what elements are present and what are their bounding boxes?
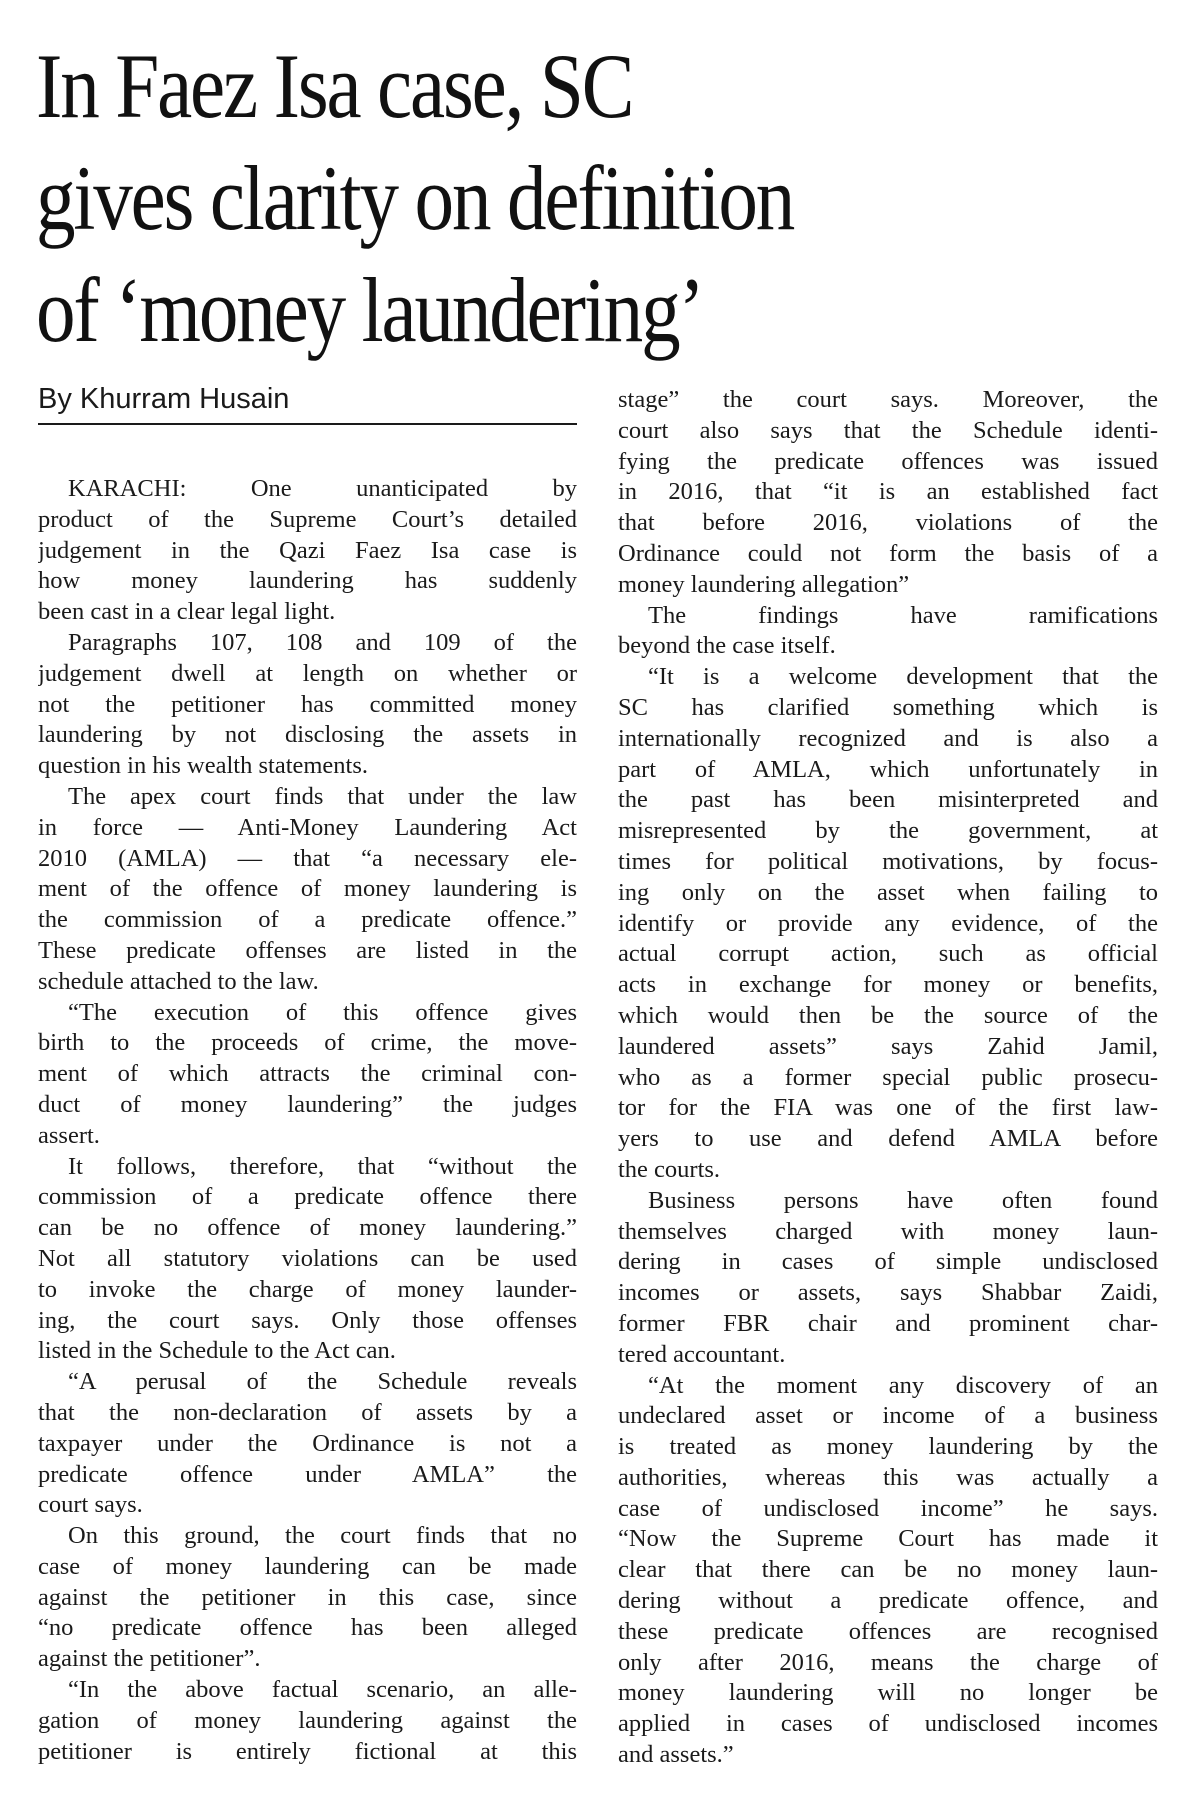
text-line: judgement dwell at length on whether or xyxy=(38,659,577,687)
text-line: applied in cases of undisclosed incomes xyxy=(618,1710,1158,1738)
text-line: duct of money laundering” the judges xyxy=(38,1090,577,1118)
text-line: yers to use and defend AMLA before xyxy=(618,1125,1158,1153)
article-paragraph xyxy=(38,1152,577,1368)
article-column-left xyxy=(38,474,577,1767)
text-line: “At the moment any discovery of an xyxy=(648,1371,1158,1399)
text-line: who as a former special public prosecu- xyxy=(618,1063,1158,1091)
text-line: Business persons have often found xyxy=(648,1186,1158,1214)
text-line: former FBR chair and prominent char- xyxy=(618,1309,1158,1337)
text-line: assert. xyxy=(38,1121,100,1149)
text-line: acts in exchange for money or benefits, xyxy=(618,971,1158,999)
text-line: taxpayer under the Ordinance is not a xyxy=(38,1429,577,1457)
article-paragraph xyxy=(38,1675,577,1767)
text-line: is treated as money laundering by the xyxy=(618,1433,1158,1461)
text-line: laundering by not disclosing the assets in xyxy=(38,721,577,749)
text-line: authorities, whereas this was actually a xyxy=(618,1463,1158,1491)
text-line: “no predicate offence has been alleged xyxy=(38,1614,577,1642)
text-line: judgement in the Qazi Faez Isa case is xyxy=(38,536,577,564)
text-line: It follows, therefore, that “without the xyxy=(68,1152,577,1180)
text-line: petitioner is entirely fictional at this xyxy=(38,1737,577,1765)
article-paragraph xyxy=(38,474,577,628)
text-line: beyond the case itself. xyxy=(618,632,836,660)
text-line: These predicate offenses are listed in the xyxy=(38,936,577,964)
text-line: to invoke the charge of money launder- xyxy=(38,1275,577,1303)
article-paragraph xyxy=(38,782,577,998)
text-line: dering without a predicate offence, and xyxy=(618,1587,1158,1615)
text-line: times for political motivations, by focus- xyxy=(618,847,1158,875)
text-line: “In the above factual scenario, an alle- xyxy=(68,1676,577,1704)
text-line: the commission of a predicate offence.” xyxy=(38,906,577,934)
text-line: court says. xyxy=(38,1491,143,1519)
text-line: “It is a welcome development that the xyxy=(648,663,1158,691)
text-line: against the petitioner in this case, since xyxy=(38,1583,577,1611)
text-line: laundered assets” says Zahid Jamil, xyxy=(618,1032,1158,1060)
text-line: the courts. xyxy=(618,1155,721,1183)
headline-line: In Faez Isa case, SC xyxy=(36,35,633,137)
article-paragraph xyxy=(38,998,577,1152)
text-line: SC has clarified something which is xyxy=(618,693,1158,721)
text-line: Not all statutory violations can be used xyxy=(38,1244,577,1272)
text-line: The findings have ramifications xyxy=(648,601,1158,629)
text-line: Ordinance could not form the basis of a xyxy=(618,539,1158,567)
text-line: incomes or assets, says Shabbar Zaidi, xyxy=(618,1279,1158,1307)
text-line: 2010 (AMLA) — that “a necessary ele- xyxy=(38,844,577,872)
text-line: listed in the Schedule to the Act can. xyxy=(38,1337,396,1365)
article-paragraph xyxy=(618,662,1158,1186)
text-line: themselves charged with money laun- xyxy=(618,1217,1158,1245)
text-line: question in his wealth statements. xyxy=(38,752,369,780)
text-line: Paragraphs 107, 108 and 109 of the xyxy=(68,628,577,656)
text-line: On this ground, the court finds that no xyxy=(68,1522,577,1550)
text-line: that the non-declaration of assets by a xyxy=(38,1398,577,1426)
text-line: and assets.” xyxy=(618,1741,734,1769)
text-line: fying the predicate offences was issued xyxy=(618,447,1158,475)
text-line: tor for the FIA was one of the first law- xyxy=(618,1094,1158,1122)
text-line: that before 2016, violations of the xyxy=(618,509,1158,537)
text-line: tered accountant. xyxy=(618,1340,786,1368)
text-line: in force — Anti-Money Laundering Act xyxy=(38,813,577,841)
text-line: schedule attached to the law. xyxy=(38,967,319,995)
text-line: against the petitioner”. xyxy=(38,1645,261,1673)
article-paragraph xyxy=(38,1521,577,1675)
text-line: how money laundering has suddenly xyxy=(38,567,577,595)
text-line: The apex court finds that under the law xyxy=(68,782,577,810)
text-line: actual corrupt action, such as official xyxy=(618,940,1158,968)
text-line: ing, the court says. Only those offenses xyxy=(38,1306,577,1334)
text-line: gation of money laundering against the xyxy=(38,1706,577,1734)
text-line: clear that there can be no money laun- xyxy=(618,1556,1158,1584)
article-paragraph xyxy=(618,1371,1158,1771)
text-line: commission of a predicate offence there xyxy=(38,1183,577,1211)
text-line: part of AMLA, which unfortunately in xyxy=(618,755,1158,783)
text-line: in 2016, that “it is an established fact xyxy=(618,478,1158,506)
headline-line: gives clarity on definition xyxy=(36,147,794,249)
article-column-right xyxy=(618,385,1158,1771)
text-line: dering in cases of simple undisclosed xyxy=(618,1248,1158,1276)
text-line: KARACHI: One unanticipated by xyxy=(68,475,577,502)
text-line: can be no offence of money laundering.” xyxy=(38,1214,577,1242)
article-paragraph xyxy=(618,601,1158,663)
article-paragraph xyxy=(38,1367,577,1521)
text-line: identify or provide any evidence, of the xyxy=(618,909,1158,937)
text-line: “The execution of this offence gives xyxy=(68,998,577,1026)
text-line: misrepresented by the government, at xyxy=(618,817,1158,845)
headline xyxy=(36,30,1008,366)
text-line: not the petitioner has committed money xyxy=(38,690,577,718)
text-line: ment of the offence of money laundering is xyxy=(38,875,577,903)
text-line: internationally recognized and is also a xyxy=(618,724,1158,752)
text-line: been cast in a clear legal light. xyxy=(38,598,336,626)
article-paragraph xyxy=(38,628,577,782)
article-paragraph xyxy=(618,385,1158,601)
text-line: “A perusal of the Schedule reveals xyxy=(68,1368,577,1396)
text-line: only after 2016, means the charge of xyxy=(618,1648,1158,1676)
byline: By Khurram Husain xyxy=(38,383,290,415)
text-line: ing only on the asset when failing to xyxy=(618,878,1158,906)
article-paragraph xyxy=(618,1186,1158,1371)
text-line: ment of which attracts the criminal con- xyxy=(38,1060,577,1088)
text-line: undeclared asset or income of a business xyxy=(618,1402,1158,1430)
byline-divider xyxy=(38,423,577,425)
text-line: court also says that the Schedule identi- xyxy=(618,416,1158,444)
text-line: these predicate offences are recognised xyxy=(618,1617,1158,1645)
text-line: money laundering allegation” xyxy=(618,570,910,598)
text-line: “Now the Supreme Court has made it xyxy=(618,1525,1158,1553)
text-line: predicate offence under AMLA” the xyxy=(38,1460,577,1488)
text-line: which would then be the source of the xyxy=(618,1001,1158,1029)
text-line: the past has been misinterpreted and xyxy=(618,786,1158,814)
headline-line: of ‘money laundering’ xyxy=(36,259,703,361)
text-line: birth to the proceeds of crime, the move- xyxy=(38,1029,577,1057)
text-line: money laundering will no longer be xyxy=(618,1679,1158,1707)
text-line: product of the Supreme Court’s detailed xyxy=(38,505,577,533)
text-line: case of undisclosed income” he says. xyxy=(618,1494,1158,1522)
text-line: stage” the court says. Moreover, the xyxy=(618,386,1158,413)
text-line: case of money laundering can be made xyxy=(38,1552,577,1580)
